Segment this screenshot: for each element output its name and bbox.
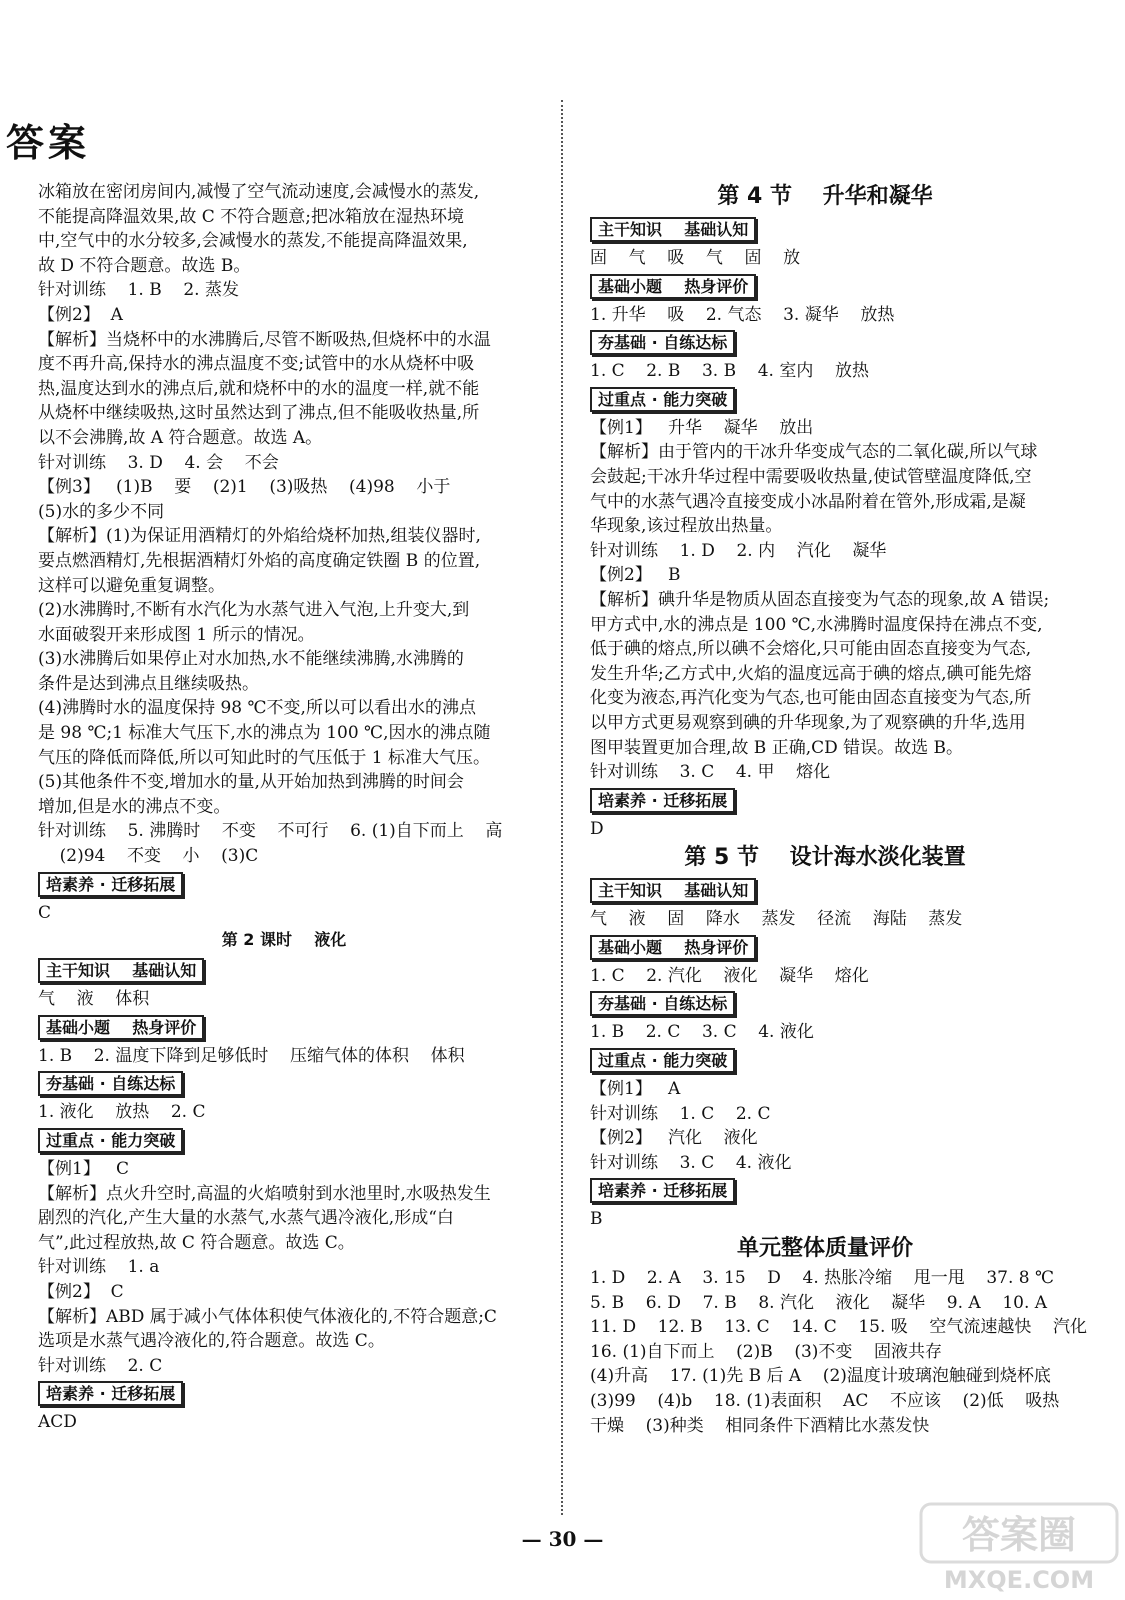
answer-line: (3)99 (4)b 18. (1)表面积 AC 不应该 (2)低 吸热 [590, 1391, 1060, 1411]
answer-line: 会鼓起;干冰升华过程中需要吸收热量,使试管壁温度降低,空 [590, 466, 1032, 487]
answer-line: 条件是达到沸点且继续吸热。 [38, 673, 259, 694]
answer-line: (5)其他条件不变,增加水的量,从开始加热到沸腾的时间会 [38, 772, 464, 793]
answer-line: 1. C 2. 汽化 液化 凝华 熔化 [590, 965, 869, 986]
section-label-box: 夯基础 · 自练达标 [590, 330, 735, 355]
answer-line: 【例1】 A [590, 1079, 681, 1100]
answer-line: 针对训练 3. C 4. 液化 [590, 1152, 792, 1173]
answer-line: 【例1】 C [38, 1159, 130, 1179]
answer-line: 1. C 2. B 3. B 4. 室内 放热 [590, 361, 869, 382]
section-label-box: 过重点 · 能力突破 [38, 1128, 183, 1153]
answer-line: (2)94 不变 小 (3)C [38, 846, 259, 867]
answer-line: (2)水沸腾时,不断有水汽化为水蒸气进入气泡,上升变大,到 [38, 600, 470, 621]
answer-line: 中,空气中的水分较多,会减慢水的蒸发,不能提高降温效果, [38, 231, 468, 252]
answer-line: (3)水沸腾后如果停止对水加热,水不能继续沸腾,水沸腾的 [38, 649, 464, 670]
answer-line: 1. D 2. A 3. 15 D 4. 热胀冷缩 甩一甩 37. 8 ℃ [590, 1268, 1055, 1289]
answer-line: 度不再升高,保持水的沸点温度不变;试管中的水从烧杯中吸 [38, 354, 475, 375]
section-label-box: 主干知识 基础认知 [38, 958, 204, 983]
answer-line: 甲方式中,水的沸点是 100 ℃,水沸腾时温度保持在沸点不变, [590, 614, 1043, 635]
answer-line: 【解析】(1)为保证用酒精灯的外焰给烧杯加热,组装仪器时, [38, 526, 481, 547]
right-column [590, 180, 1088, 1438]
answer-line: 【解析】点火升空时,高温的火焰喷射到水池里时,水吸热发生 [38, 1183, 491, 1204]
answer-line: 不能提高降温效果,故 C 不符合题意;把冰箱放在湿热环境 [38, 206, 464, 227]
answer-line: 故 D 不符合题意。故选 B。 [38, 255, 251, 276]
section-label-box: 培素养 · 迁移拓展 [38, 872, 183, 897]
answer-line: 【例3】 (1)B 要 (2)1 (3)吸热 (4)98 小于 [38, 477, 451, 498]
answer-line: 以不会沸腾,故 A 符合题意。故选 A。 [38, 427, 323, 448]
answer-line: 针对训练 3. D 4. 会 不会 [38, 452, 279, 473]
answer-line: 【解析】当烧杯中的水沸腾后,尽管不断吸热,但烧杯中的水温 [38, 329, 491, 350]
answer-line: (4)升高 17. (1)先 B 后 A (2)温度计玻璃泡触碰到烧杯底 [590, 1366, 1051, 1387]
section-label-box: 基础小题 热身评价 [590, 935, 756, 960]
answer-line: 【例2】 A [38, 304, 123, 325]
answer-line: 冰箱放在密闭房间内,减慢了空气流动速度,会减慢水的蒸发, [38, 182, 480, 202]
answer-line: 【例1】 升华 凝华 放出 [590, 417, 814, 438]
answer-line: 针对训练 1. a [38, 1257, 160, 1278]
answer-line: 针对训练 3. C 4. 甲 熔化 [590, 762, 831, 783]
left-column [38, 180, 530, 1435]
answer-line: 这样可以避免重复调整。 [38, 575, 225, 596]
answer-line: 针对训练 1. C 2. C [590, 1103, 771, 1124]
answer-line: 【解析】ABD 属于减小气体体积使气体液化的,不符合题意;C [38, 1306, 497, 1327]
section-label-row [590, 988, 1060, 1020]
section-label-row [38, 1378, 530, 1410]
answer-line: 化变为液态,再汽化变为气态,也可能由固态直接变为气态,所 [590, 688, 1032, 709]
answer-line: 1. 液化 放热 2. C [38, 1102, 206, 1123]
section-heading: 第 4 节 升华和凝华 [717, 184, 933, 209]
section-label-row [38, 1125, 530, 1157]
section-label-row [590, 384, 1060, 416]
answer-line: 低于碘的熔点,所以碘不会熔化,只可能由固态直接变为气态, [590, 639, 1032, 660]
answer-line: 针对训练 5. 沸腾时 不变 不可行 6. (1)自下而上 高 [38, 821, 503, 842]
section-label-box: 主干知识 基础认知 [590, 217, 756, 242]
watermark-main-text: 答案圈 [961, 1513, 1077, 1557]
section-label-row [590, 214, 1060, 246]
answer-line: 要点燃酒精灯,先根据酒精灯外焰的高度确定铁圈 B 的位置, [38, 550, 481, 571]
section-label-box: 过重点 · 能力突破 [590, 387, 735, 412]
page-number: — 30 — [521, 1527, 604, 1551]
answer-line: 华现象,该过程放出热量。 [590, 516, 783, 537]
watermark-url-text: MXQE.COM [943, 1566, 1095, 1594]
answer-line: 水面破裂开来形成图 1 所示的情况。 [38, 624, 315, 645]
section-label-row [38, 869, 530, 901]
section-heading: 第 5 节 设计海水淡化装置 [684, 845, 966, 871]
section-label-row [590, 271, 1060, 303]
answer-line: 【解析】碘升华是物质从固态直接变为气态的现象,故 A 错误; [590, 589, 1050, 610]
section-heading: 单元整体质量评价 [736, 1236, 913, 1262]
answer-line: C [38, 902, 52, 923]
section-label-row [38, 955, 530, 987]
section-label-row [590, 1045, 1060, 1077]
answer-line: 以甲方式更易观察到碘的升华现象,为了观察碘的升华,选用 [590, 712, 1026, 733]
answer-line: 气压的降低而降低,所以可知此时的气压低于 1 标准大气压。 [38, 747, 491, 768]
answer-line: 是 98 ℃;1 标准大气压下,水的沸点为 100 ℃,因水的沸点随 [38, 723, 491, 744]
answer-line: 气 液 体积 [38, 989, 150, 1010]
answer-line: 【例2】 C [38, 1281, 124, 1302]
answer-line: 【例2】 B [590, 565, 681, 586]
section-label-box: 主干知识 基础认知 [590, 878, 756, 903]
answer-line: 5. B 6. D 7. B 8. 汽化 液化 凝华 9. A 10. A [590, 1292, 1048, 1313]
answer-line: 11. D 12. B 13. C 14. C 15. 吸 空气流速越快 汽化 [590, 1317, 1088, 1338]
section-label-row [590, 1175, 1060, 1207]
section-label-box: 培素养 · 迁移拓展 [590, 1178, 735, 1203]
answer-line: 剧烈的汽化,产生大量的水蒸气,水蒸气遇冷液化,形成“白 [38, 1208, 454, 1229]
answer-line: 增加,但是水的沸点不变。 [38, 796, 231, 817]
section-label-box: 基础小题 热身评价 [590, 274, 756, 299]
answer-line: (4)沸腾时水的温度保持 98 ℃不变,所以可以看出水的沸点 [38, 698, 476, 719]
page-title: 答案 [6, 121, 91, 165]
answer-line: 【解析】由于管内的干冰升华变成气态的二氧化碳,所以气球 [590, 442, 1038, 463]
section-label-row [590, 875, 1060, 907]
answer-line: 选项是水蒸气遇冷液化的,符合题意。故选 C。 [38, 1331, 385, 1352]
watermark-logo [919, 1502, 1119, 1594]
answer-line: 图甲装置更加合理,故 B 正确,CD 错误。故选 B。 [590, 737, 964, 758]
section-label-box: 培素养 · 迁移拓展 [590, 788, 735, 813]
answer-line: 【例2】 汽化 液化 [590, 1128, 758, 1149]
section-label-row [38, 1068, 530, 1100]
answer-line: 1. B 2. C 3. C 4. 液化 [590, 1022, 814, 1043]
section-label-row [590, 327, 1060, 359]
section-label-box: 基础小题 热身评价 [38, 1015, 204, 1040]
answer-line: 干燥 (3)种类 相同条件下酒精比水蒸发快 [590, 1415, 930, 1436]
answer-line: D [590, 818, 604, 839]
answer-line: 气”,此过程放热,故 C 符合题意。故选 C。 [38, 1232, 355, 1253]
answer-line: 针对训练 1. D 2. 内 汽化 凝华 [590, 540, 887, 561]
section-label-box: 夯基础 · 自练达标 [38, 1071, 183, 1096]
section-label-box: 过重点 · 能力突破 [590, 1048, 735, 1073]
answer-line: 从烧杯中继续吸热,这时虽然达到了沸点,但不能吸收热量,所 [38, 403, 480, 424]
answer-line: 针对训练 1. B 2. 蒸发 [38, 280, 239, 301]
answer-line: 1. 升华 吸 2. 气态 3. 凝华 放热 [590, 304, 895, 325]
answer-line: 1. B 2. 温度下降到足够低时 压缩气体的体积 体积 [38, 1045, 465, 1066]
answer-line: 发生升华;乙方式中,火焰的温度远高于碘的熔点,碘可能先熔 [590, 663, 1032, 684]
section-label-row [38, 1012, 530, 1044]
answer-line: 针对训练 2. C [38, 1355, 163, 1376]
column-divider [561, 100, 563, 1515]
answer-line: B [590, 1209, 603, 1230]
answer-line: 16. (1)自下而上 (2)B (3)不变 固液共存 [590, 1341, 943, 1362]
answer-line: 固 气 吸 气 固 放 [590, 248, 801, 268]
answer-line: 气 液 固 降水 蒸发 径流 海陆 蒸发 [590, 909, 963, 930]
answer-line: (5)水的多少不同 [38, 501, 165, 522]
section-label-row [590, 785, 1060, 817]
section-label-box: 培素养 · 迁移拓展 [38, 1381, 183, 1406]
answer-line: ACD [38, 1412, 77, 1433]
section-label-row [590, 932, 1060, 964]
answer-line: 气中的水蒸气遇冷直接变成小冰晶附着在管外,形成霜,是凝 [590, 491, 1026, 512]
subsection-heading: 第 2 课时 液化 [221, 930, 347, 950]
section-label-box: 夯基础 · 自练达标 [590, 991, 735, 1016]
answer-line: 热,温度达到水的沸点后,就和烧杯中的水的温度一样,就不能 [38, 378, 480, 399]
